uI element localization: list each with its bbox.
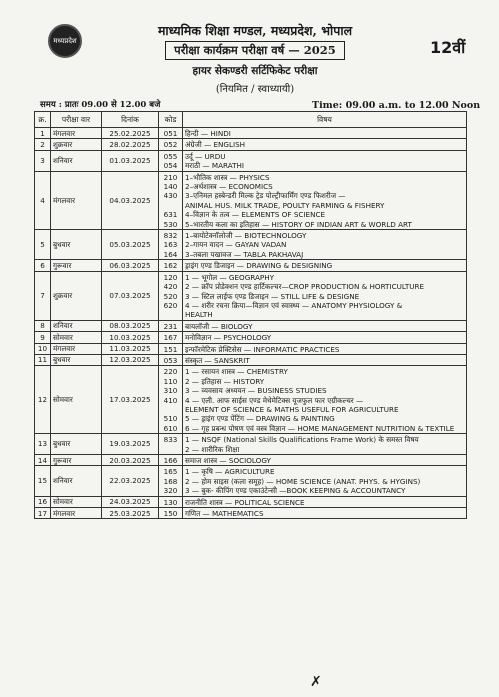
- col-header-day: परीक्षा वार: [51, 112, 102, 128]
- subject-code: 166: [163, 456, 178, 465]
- table-row: [35, 466, 467, 496]
- signature-mark: ✗: [310, 674, 322, 690]
- cell-subjects: [183, 343, 467, 354]
- subject-code: 053: [163, 355, 178, 365]
- cell-day: शुक्रवार: [51, 139, 102, 150]
- col-header-subject: विषय: [183, 112, 467, 128]
- time-hindi: समय : प्रातः 09.00 से 12.00 बजे: [40, 100, 161, 110]
- cell-day: मंगलवार: [51, 171, 102, 229]
- cell-date: 04.03.2025: [102, 171, 159, 229]
- cell-sn: 10: [35, 343, 51, 354]
- subject-code: 832: [163, 231, 178, 241]
- cell-day: सोमवार: [51, 496, 102, 507]
- subject-line: 1–बायोटेक्नॉलोजी — BIOTECHNOLOGY: [185, 231, 307, 241]
- table-row: [35, 434, 467, 455]
- subject-code: 167: [163, 333, 178, 343]
- cell-codes: [159, 434, 183, 455]
- subject-code: 833: [163, 435, 178, 445]
- subject-line: इन्फॉरमेटिक प्रेक्टिसेस — INFORMATIC PRACTICES: [185, 344, 340, 354]
- subject-line: ELEMENT OF SCIENCE & MATHS USEFUL FOR AGRICULTURE: [185, 404, 399, 414]
- table-row: [35, 230, 467, 260]
- cell-subjects: [183, 508, 467, 519]
- subject-line: गणित — MATHEMATICS: [185, 509, 264, 519]
- table-row: [35, 271, 467, 320]
- cell-subjects: [183, 366, 467, 434]
- cell-day: बुधवार: [51, 434, 102, 455]
- cell-sn: 16: [35, 496, 51, 507]
- subject-line: 2 — क्रॉप प्रोडेक्शन एण्ड हार्टिकल्चर—CROP PRODUCTION & HORTICULTURE: [185, 282, 425, 292]
- exam-type: (नियमित / स्वाध्यायी): [215, 84, 295, 95]
- cell-date: 20.03.2025: [102, 455, 159, 466]
- cell-codes: [159, 466, 183, 496]
- cell-subjects: [183, 332, 467, 343]
- subject-code: 163: [163, 240, 178, 250]
- cell-sn: 17: [35, 508, 51, 519]
- subject-code: 530: [163, 219, 178, 229]
- table-row: [35, 128, 467, 139]
- table-row: [35, 150, 467, 171]
- cell-subjects: [183, 320, 467, 331]
- subject-code: 055: [163, 151, 178, 161]
- table-row: [35, 139, 467, 150]
- cell-codes: [159, 150, 183, 171]
- table-row: [35, 343, 467, 354]
- time-english: Time: 09.00 a.m. to 12.00 Noon: [312, 100, 481, 111]
- subject-code: 320: [163, 486, 178, 496]
- subject-code: 220: [163, 367, 178, 377]
- cell-subjects: [183, 260, 467, 271]
- cell-date: 22.03.2025: [102, 466, 159, 496]
- subject-line: 5–भारतीय कला का इतिहास — HISTORY OF INDIAN ART & WORLD ART: [185, 219, 412, 229]
- exam-schedule-table: [34, 111, 467, 519]
- cell-sn: 4: [35, 171, 51, 229]
- table-row: [35, 455, 467, 466]
- cell-date: 05.03.2025: [102, 230, 159, 260]
- subject-code: 162: [163, 261, 178, 271]
- subject-line: 2–गायन वादन — GAYAN VADAN: [185, 240, 287, 250]
- col-header-code: कोड: [159, 112, 183, 128]
- cell-day: मंगलवार: [51, 128, 102, 139]
- subject-code: 610: [163, 423, 178, 433]
- subject-line: 1 — रसायन शास्त्र — CHEMISTRY: [185, 367, 288, 377]
- logo-label: मध्यप्रदेश: [53, 36, 77, 45]
- cell-codes: [159, 230, 183, 260]
- subject-code: 051: [163, 129, 178, 138]
- subject-line: 3–एनिमल हस्बेन्डरी मिल्क ट्रेड पोल्ट्रीफार्मिंग एण्ड फिशरीज —: [185, 191, 346, 201]
- subject-code: 110: [163, 376, 178, 386]
- cell-sn: 3: [35, 150, 51, 171]
- table-row: [35, 332, 467, 343]
- subject-line: समाज शास्त्र — SOCIOLOGY: [185, 456, 271, 465]
- cell-subjects: [183, 354, 467, 365]
- table-row: [35, 354, 467, 365]
- subject-code: 052: [163, 140, 178, 150]
- cell-sn: 8: [35, 320, 51, 331]
- subject-code: 168: [163, 476, 178, 486]
- subject-line: उर्दू — URDU: [185, 151, 226, 161]
- cell-subjects: [183, 455, 467, 466]
- subject-code: 210: [163, 172, 178, 182]
- cell-day: शनिवार: [51, 466, 102, 496]
- cell-subjects: [183, 496, 467, 507]
- board-logo: [48, 24, 82, 58]
- cell-codes: [159, 455, 183, 466]
- subject-code: 520: [163, 291, 178, 301]
- subject-line: मनोविज्ञान — PSYCHOLOGY: [185, 333, 272, 343]
- cell-subjects: [183, 434, 467, 455]
- subject-line: 2 — इतिहास — HISTORY: [185, 376, 265, 386]
- cell-day: मंगलवार: [51, 343, 102, 354]
- subject-line: राजनीति शास्त्र — POLITICAL SCIENCE: [185, 497, 305, 507]
- cell-date: 19.03.2025: [102, 434, 159, 455]
- subject-code: 120: [163, 272, 178, 282]
- cell-date: 07.03.2025: [102, 271, 159, 320]
- cell-sn: 2: [35, 139, 51, 150]
- subject-line: अंग्रेजी — ENGLISH: [185, 140, 246, 150]
- cell-day: बुधवार: [51, 230, 102, 260]
- cell-date: 17.03.2025: [102, 366, 159, 434]
- cell-day: शनिवार: [51, 320, 102, 331]
- cell-sn: 13: [35, 434, 51, 455]
- cell-date: 12.03.2025: [102, 354, 159, 365]
- subject-code: 054: [163, 161, 178, 171]
- cell-sn: 9: [35, 332, 51, 343]
- cell-sn: 5: [35, 230, 51, 260]
- col-header-date: दिनांक: [102, 112, 159, 128]
- cell-subjects: [183, 128, 467, 139]
- cell-day: शनिवार: [51, 150, 102, 171]
- cell-codes: [159, 366, 183, 434]
- subject-code: 165: [163, 467, 178, 477]
- subject-code: 510: [163, 414, 178, 424]
- subject-line: 2 — शारीरिक शिक्षा: [185, 444, 240, 454]
- cell-codes: [159, 354, 183, 365]
- cell-codes: [159, 260, 183, 271]
- subject-line: ANIMAL HUS. MILK TRADE, POULTY FARMING & FISHERY: [185, 200, 385, 210]
- subject-code: [161, 201, 180, 210]
- cell-day: गुरूवार: [51, 455, 102, 466]
- subject-code: 140: [163, 182, 178, 192]
- board-title: माध्यमिक शिक्षा मण्डल, मध्यप्रदेश, भोपाल: [157, 23, 353, 38]
- cell-subjects: [183, 466, 467, 496]
- table-row: [35, 496, 467, 507]
- subject-code: 430: [163, 191, 178, 201]
- cell-day: मंगलवार: [51, 508, 102, 519]
- exam-title: हायर सेकण्डरी सर्टिफिकेट परीक्षा: [192, 65, 318, 77]
- cell-subjects: [183, 271, 467, 320]
- cell-day: बुधवार: [51, 354, 102, 365]
- subject-code: [161, 405, 180, 414]
- program-title-box: [110, 41, 400, 60]
- cell-date: 08.03.2025: [102, 320, 159, 331]
- subject-code: 420: [163, 282, 178, 292]
- table-header-row: [35, 112, 467, 128]
- subject-line: ड्राइंग एण्ड डिजाइन — DRAWING & DESIGNING: [185, 261, 333, 271]
- grade-label: 12वीं: [430, 38, 466, 57]
- cell-sn: 15: [35, 466, 51, 496]
- subject-line: 3 — व्यवसाय अध्ययन — BUSINESS STUDIES: [185, 386, 327, 396]
- cell-date: 11.03.2025: [102, 343, 159, 354]
- cell-sn: 12: [35, 366, 51, 434]
- program-title: परीक्षा कार्यक्रम परीक्षा वर्ष — 2025: [165, 41, 345, 60]
- subject-code: 310: [163, 386, 178, 396]
- cell-codes: [159, 171, 183, 229]
- subject-code: 130: [163, 497, 178, 507]
- cell-sn: 14: [35, 455, 51, 466]
- subject-code: 231: [163, 321, 178, 331]
- cell-sn: 6: [35, 260, 51, 271]
- subject-code: 150: [163, 509, 178, 519]
- table-row: [35, 260, 467, 271]
- cell-subjects: [183, 139, 467, 150]
- cell-codes: [159, 508, 183, 519]
- col-header-sn: क्र.: [35, 112, 51, 128]
- subject-line: 2–अर्थशास्त्र — ECONOMICS: [185, 182, 273, 192]
- cell-date: 06.03.2025: [102, 260, 159, 271]
- table-row: [35, 320, 467, 331]
- cell-codes: [159, 332, 183, 343]
- cell-codes: [159, 496, 183, 507]
- cell-subjects: [183, 230, 467, 260]
- cell-subjects: [183, 171, 467, 229]
- cell-codes: [159, 128, 183, 139]
- subject-line: HEALTH: [185, 310, 213, 320]
- cell-day: सोमवार: [51, 332, 102, 343]
- cell-sn: 11: [35, 354, 51, 365]
- cell-sn: 1: [35, 128, 51, 139]
- subject-line: 6 — गृह प्रबन्ध पोषण एवं वस्त्र विज्ञान — HOME MANAGEMENT NUTRITION & TEXTILE: [185, 423, 455, 433]
- cell-date: 01.03.2025: [102, 150, 159, 171]
- cell-codes: [159, 271, 183, 320]
- subject-line: 4–विज्ञान के तत्व — ELEMENTS OF SCIENCE: [185, 210, 326, 220]
- cell-day: सोमवार: [51, 366, 102, 434]
- subject-line: संस्कृत — SANSKRIT: [185, 355, 250, 365]
- cell-date: 25.02.2025: [102, 128, 159, 139]
- cell-day: शुक्रवार: [51, 271, 102, 320]
- subject-line: मराठी — MARATHI: [185, 161, 244, 171]
- subject-line: बायलॉजी — BIOLOGY: [185, 321, 253, 331]
- subject-line: 1 — कृषि — AGRICULTURE: [185, 467, 275, 477]
- subject-code: 151: [163, 344, 178, 354]
- subject-line: 1 — NSQF (National Skills Qualifications Frame Work) के समस्त विषय: [185, 435, 419, 445]
- subject-line: 3 — बुक- कीपिंग एण्ड एकाउंटेन्सी —BOOK KEEPING & ACCOUNTANCY: [185, 486, 406, 496]
- cell-date: 28.02.2025: [102, 139, 159, 150]
- cell-date: 10.03.2025: [102, 332, 159, 343]
- subject-code: 620: [163, 300, 178, 310]
- subject-line: 1–भौतिक शास्त्र — PHYSICS: [185, 172, 270, 182]
- table-row: [35, 366, 467, 434]
- subject-line: 3 — स्टिल लाईफ एण्ड डिजाइन — STILL LIFE & DESIGNE: [185, 291, 360, 301]
- subject-line: 4 — शरीर रचना क्रिया—विज्ञान एवं स्वास्थ्य — ANATOMY PHYSIOLOGY &: [185, 300, 403, 310]
- subject-line: 2 — होम साइस (कला समूह) — HOME SCIENCE (ANAT. PHYS. & HYGINS): [185, 476, 421, 486]
- subject-line: 3–तबला पखावज — TABLA PAKHAVAJ: [185, 249, 304, 259]
- subject-code: 631: [163, 210, 178, 220]
- cell-codes: [159, 343, 183, 354]
- cell-sn: 7: [35, 271, 51, 320]
- cell-codes: [159, 139, 183, 150]
- table-row: [35, 171, 467, 229]
- cell-date: 24.03.2025: [102, 496, 159, 507]
- subject-code: 410: [163, 395, 178, 405]
- cell-subjects: [183, 150, 467, 171]
- subject-line: 1 — भूगोल — GEOGRAPHY: [185, 272, 275, 282]
- subject-line: हिन्दी — HINDI: [185, 129, 231, 138]
- subject-line: 5 — ड्राइंग एण्ड पेंटिंग — DRAWING & PAINTING: [185, 414, 335, 424]
- cell-date: 25.03.2025: [102, 508, 159, 519]
- subject-code: 164: [163, 249, 178, 259]
- subject-line: 4 — एली. आफ साईस एण्ड मेथेमेटिक्स यूजफुल फार एग्रीकल्चर —: [185, 395, 364, 405]
- table-row: [35, 508, 467, 519]
- cell-day: गुरूवार: [51, 260, 102, 271]
- cell-codes: [159, 320, 183, 331]
